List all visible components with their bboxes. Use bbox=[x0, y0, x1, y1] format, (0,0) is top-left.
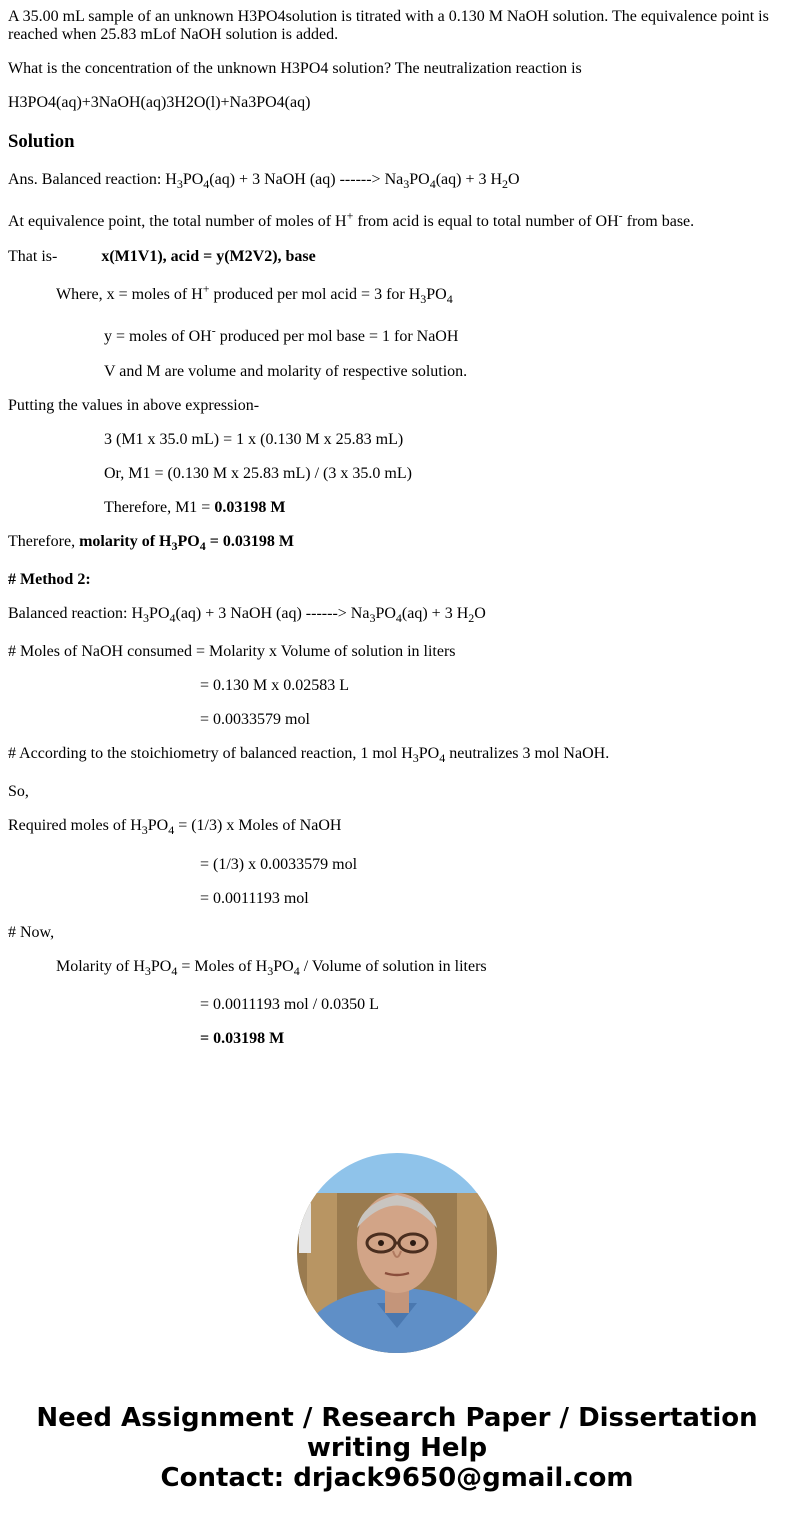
calc-line-2: Or, M1 = (0.130 M x 25.83 mL) / (3 x 35.0 mL) bbox=[104, 465, 412, 482]
putting-values-line: Putting the values in above expression- bbox=[8, 397, 260, 414]
required-moles-eq-2: = 0.0011193 mol bbox=[200, 890, 309, 907]
required-moles-eq-1: = (1/3) x 0.0033579 mol bbox=[200, 856, 358, 873]
required-moles-line: Required moles of $H_3PO_4 = (1/3)$ x Moles of NaOH bbox=[8, 817, 342, 838]
author-portrait-icon bbox=[297, 1153, 497, 1353]
equivalence-statement: At equivalence point, the total number of moles of H+ from acid is equal to total number of OH- from base. bbox=[8, 208, 695, 230]
calc-line-1: 3 (M1 x 35.0 mL) = 1 x (0.130 M x 25.83 mL) bbox=[104, 431, 404, 448]
molarity-eq-2: = 0.03198 M bbox=[200, 1030, 285, 1047]
promo-line-1: Need Assignment / Research Paper / Dissertation bbox=[36, 1403, 758, 1433]
balanced-reaction: Ans. Balanced reaction: $H_3PO_4(aq) + 3$ NaOH (aq) ------> $Na_3PO_4(aq) + 3$ $H_2O$ bbox=[8, 171, 520, 192]
promo-banner bbox=[0, 1403, 794, 1493]
final-answer-line: Therefore, molarity of $H_3PO_4 = 0.03198$ M bbox=[8, 533, 294, 554]
now-line: # Now, bbox=[8, 924, 55, 941]
moles-naoh-eq-1: = 0.130 M x 0.02583 L bbox=[200, 677, 350, 694]
author-avatar bbox=[297, 1153, 497, 1353]
question-prompt: What is the concentration of the unknown H3PO4 solution? The neutralization reaction is bbox=[8, 60, 582, 77]
calc-line-3: Therefore, M1 = 0.03198 M bbox=[104, 499, 286, 516]
moles-naoh-eq-2: = 0.0033579 mol bbox=[200, 711, 310, 728]
molarity-eq-1: = 0.0011193 mol / 0.0350 L bbox=[200, 996, 379, 1013]
promo-contact: Contact: drjack9650@gmail.com bbox=[160, 1463, 634, 1493]
promo-line-2: writing Help bbox=[306, 1433, 488, 1463]
where-x-line: Where, x = moles of H+ produced per mol acid = 3 for $H_3PO_4$ bbox=[56, 281, 453, 307]
question-text: A 35.00 mL sample of an unknown H3PO4solution is titrated with a 0.130 M NaOH solution. The equivalence point is reached when 25.83 mLof NaOH solution is added. bbox=[8, 8, 769, 43]
vm-line: V and M are volume and molarity of respective solution. bbox=[104, 363, 468, 380]
formula-line: That is- x(M1V1), acid = y(M2V2), base bbox=[8, 248, 316, 265]
where-y-line: y = moles of OH- produced per mol base = 1 for NaOH bbox=[104, 323, 459, 345]
method2-balanced-reaction: Balanced reaction: $H_3PO_4(aq) + 3$ NaOH (aq) ------> $Na_3PO_4(aq) + 3$ $H_2O$ bbox=[8, 605, 486, 626]
molarity-line: Molarity of $H_3PO_4$ = Moles of $H_3PO_4$ / Volume of solution in liters bbox=[56, 958, 487, 979]
moles-naoh-line: # Moles of NaOH consumed = Molarity x Volume of solution in liters bbox=[8, 643, 456, 660]
method2-heading: # Method 2: bbox=[8, 571, 91, 588]
question-reaction: H3PO4(aq)+3NaOH(aq)3H2O(l)+Na3PO4(aq) bbox=[8, 94, 311, 111]
stoichiometry-line: # According to the stoichiometry of balanced reaction, 1 mol $H_3PO_4$ neutralizes 3 mol NaOH. bbox=[8, 745, 610, 766]
solution-heading: Solution bbox=[8, 131, 75, 152]
so-line: So, bbox=[8, 783, 29, 800]
